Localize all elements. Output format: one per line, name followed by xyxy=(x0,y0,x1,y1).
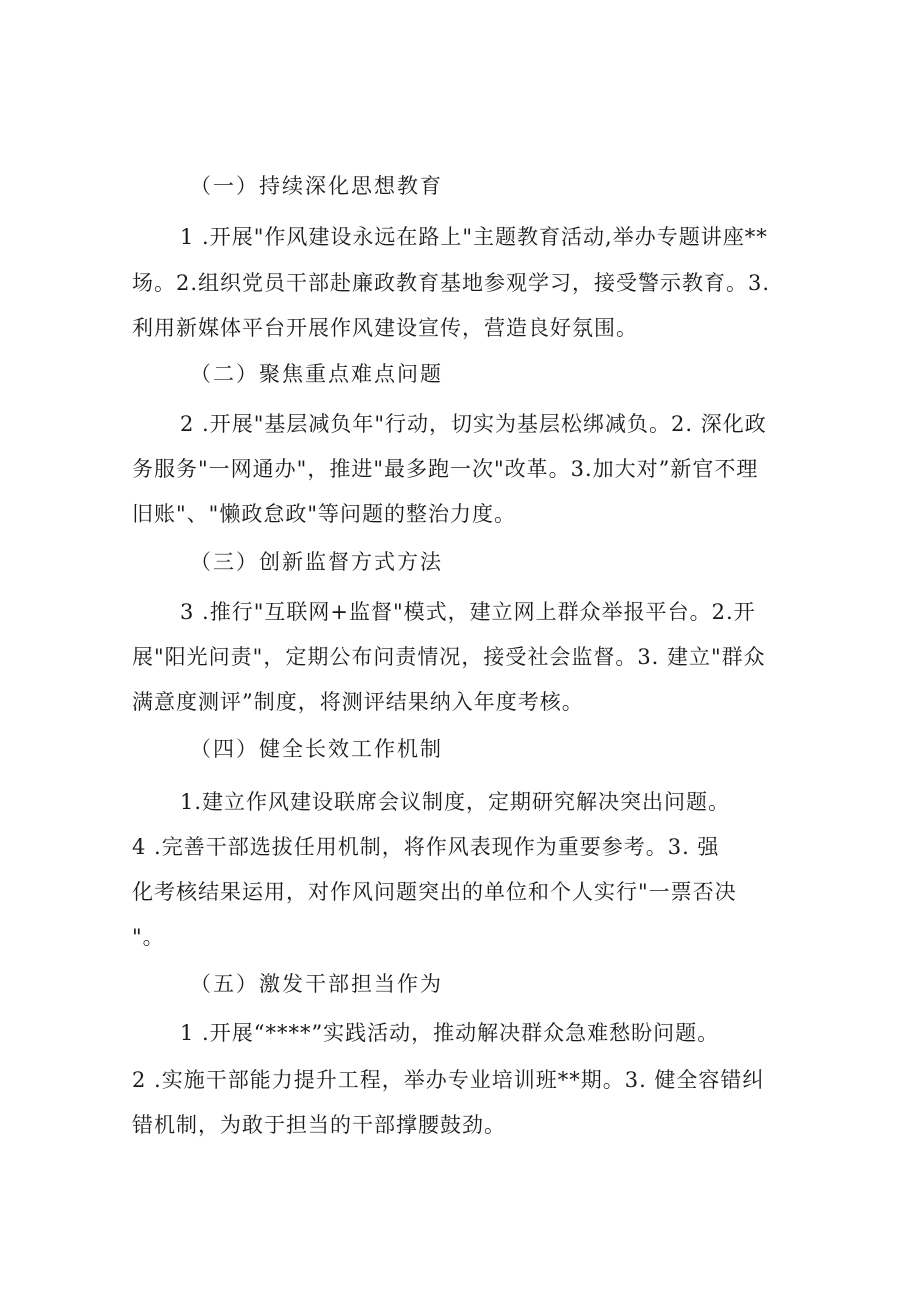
paragraph-line: 1 .开展"作风建设永远在路上"主题教育活动,举办专题讲座** xyxy=(180,225,768,249)
section-heading-5: （五）激发干部担当作为 xyxy=(190,972,443,996)
paragraph-line: 1.建立作风建设联席会议制度，定期研究解决突出问题。 xyxy=(180,790,731,814)
paragraph-line: 场。2.组织党员干部赴廉政教育基地参观学习，接受警示教育。3. xyxy=(132,271,771,295)
paragraph-line: 2 .实施干部能力提升工程，举办专业培训班**期。3. 健全容错纠 xyxy=(132,1068,765,1092)
paragraph-line: "。 xyxy=(132,925,165,949)
section-heading-3: （三）创新监督方式方法 xyxy=(190,550,443,574)
paragraph-line: 利用新媒体平台开展作风建设宣传，营造良好氛围。 xyxy=(132,316,638,340)
paragraph-line: 2 .开展"基层减负年"行动，切实为基层松绑减负。2. 深化政 xyxy=(180,412,767,436)
section-heading-2: （二）聚焦重点难点问题 xyxy=(190,362,443,386)
paragraph-line: 错机制，为敢于担当的干部撑腰鼓劲。 xyxy=(132,1113,506,1137)
section-heading-1: （一）持续深化思想教育 xyxy=(190,174,443,198)
paragraph-line: 满意度测评”制度，将测评结果纳入年度考核。 xyxy=(132,690,584,714)
paragraph-line: 1 .开展“****”实践活动，推动解决群众急难愁盼问题。 xyxy=(180,1021,720,1045)
section-heading-4: （四）健全长效工作机制 xyxy=(190,737,443,761)
paragraph-line: 3 .推行"互联网+监督"模式，建立网上群众举报平台。2.开 xyxy=(180,600,756,624)
paragraph-line: 化考核结果运用，对作风问题突出的单位和个人实行"一票否决 xyxy=(132,880,737,904)
paragraph-line: 务服务"一网通办"，推进"最多跑一次"改革。3.加大对”新官不理 xyxy=(132,457,759,481)
paragraph-line: 展"阳光问责"，定期公布问责情况，接受社会监督。3. 建立"群众 xyxy=(132,645,766,669)
paragraph-line: 4 .完善干部选拔任用机制，将作风表现作为重要参考。3. 强 xyxy=(132,835,720,859)
paragraph-line: 旧账"、"懒政怠政"等问题的整治力度。 xyxy=(132,502,516,526)
